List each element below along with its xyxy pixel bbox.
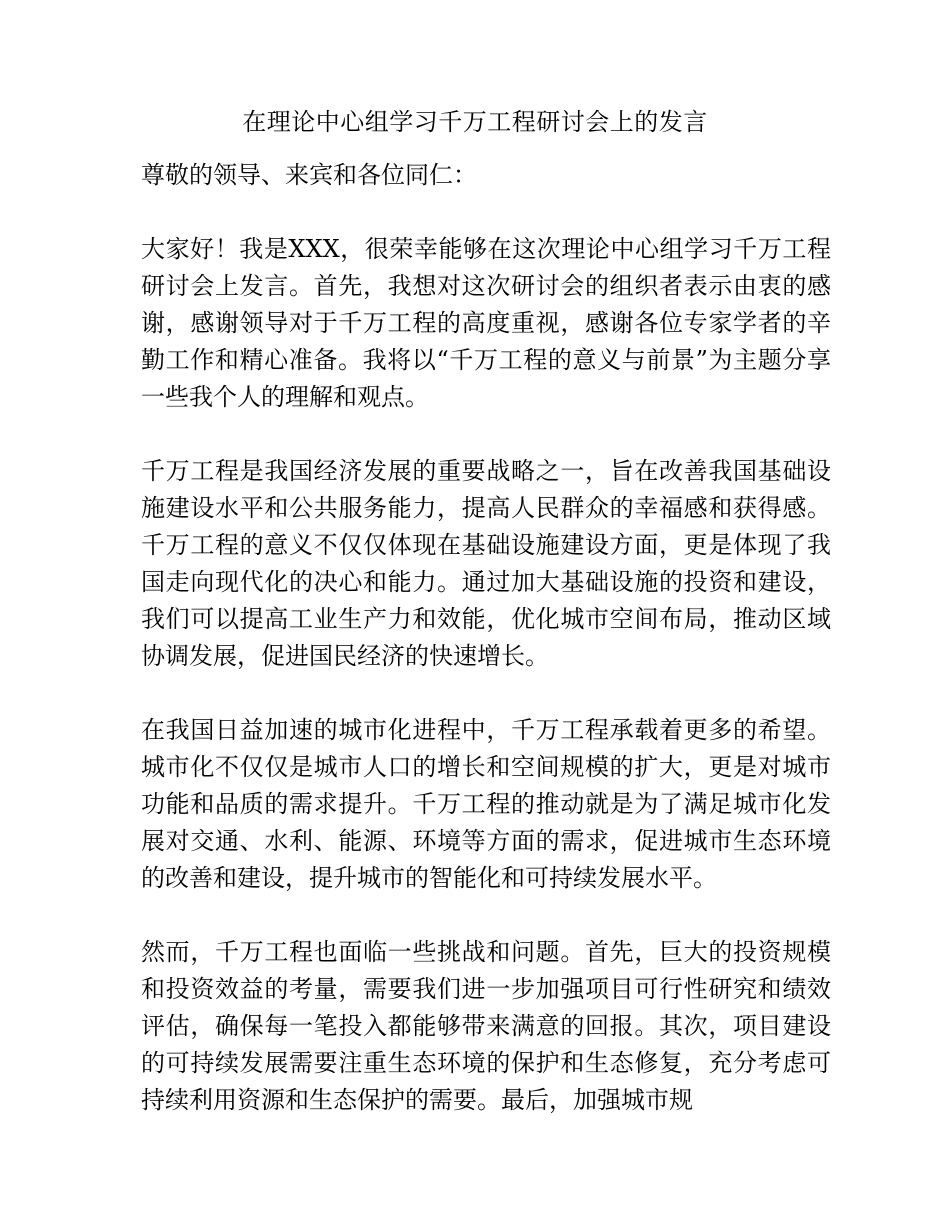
paragraph-2: 千万工程是我国经济发展的重要战略之一，旨在改善我国基础设施建设水平和公共服务能力，提高人民群众的幸福感和获得感。千万工程的意义不仅仅体现在基础设施建设方面，更是体现了我国走向现代化的决心和能力。通过加大基础设施的投资和建设，我们可以提高工业生产力和效能，优化城市空间布局，推动区域协调发展，促进国民经济的快速增长。 [141, 457, 831, 670]
salutation: 尊敬的领导、来宾和各位同仁： [141, 161, 477, 189]
paragraph-1: 大家好！我是XXX，很荣幸能够在这次理论中心组学习千万工程研讨会上发言。首先，我想对这次研讨会的组织者表示由衷的感谢，感谢领导对于千万工程的高度重视，感谢各位专家学者的辛勤工作和精心准备。我将以“千万工程的意义与前景”为主题分享一些我个人的理解和观点。 [141, 235, 831, 411]
document-body [141, 157, 831, 1156]
document-title: 在理论中心组学习千万工程研讨会上的发言 [242, 108, 708, 136]
paragraph-4: 然而，千万工程也面临一些挑战和问题。首先，巨大的投资规模和投资效益的考量，需要我们进一步加强项目可行性研究和绩效评估，确保每一笔投入都能够带来满意的回报。其次，项目建设的可持续发展需要注重生态环境的保护和生态修复，充分考虑可持续利用资源和生态保护的需要。最后，加强城市规 [141, 938, 831, 1114]
paragraph-3: 在我国日益加速的城市化进程中，千万工程承载着更多的希望。城市化不仅仅是城市人口的增长和空间规模的扩大，更是对城市功能和品质的需求提升。千万工程的推动就是为了满足城市化发展对交通、水利、能源、环境等方面的需求，促进城市生态环境的改善和建设，提升城市的智能化和可持续发展水平。 [141, 716, 831, 892]
